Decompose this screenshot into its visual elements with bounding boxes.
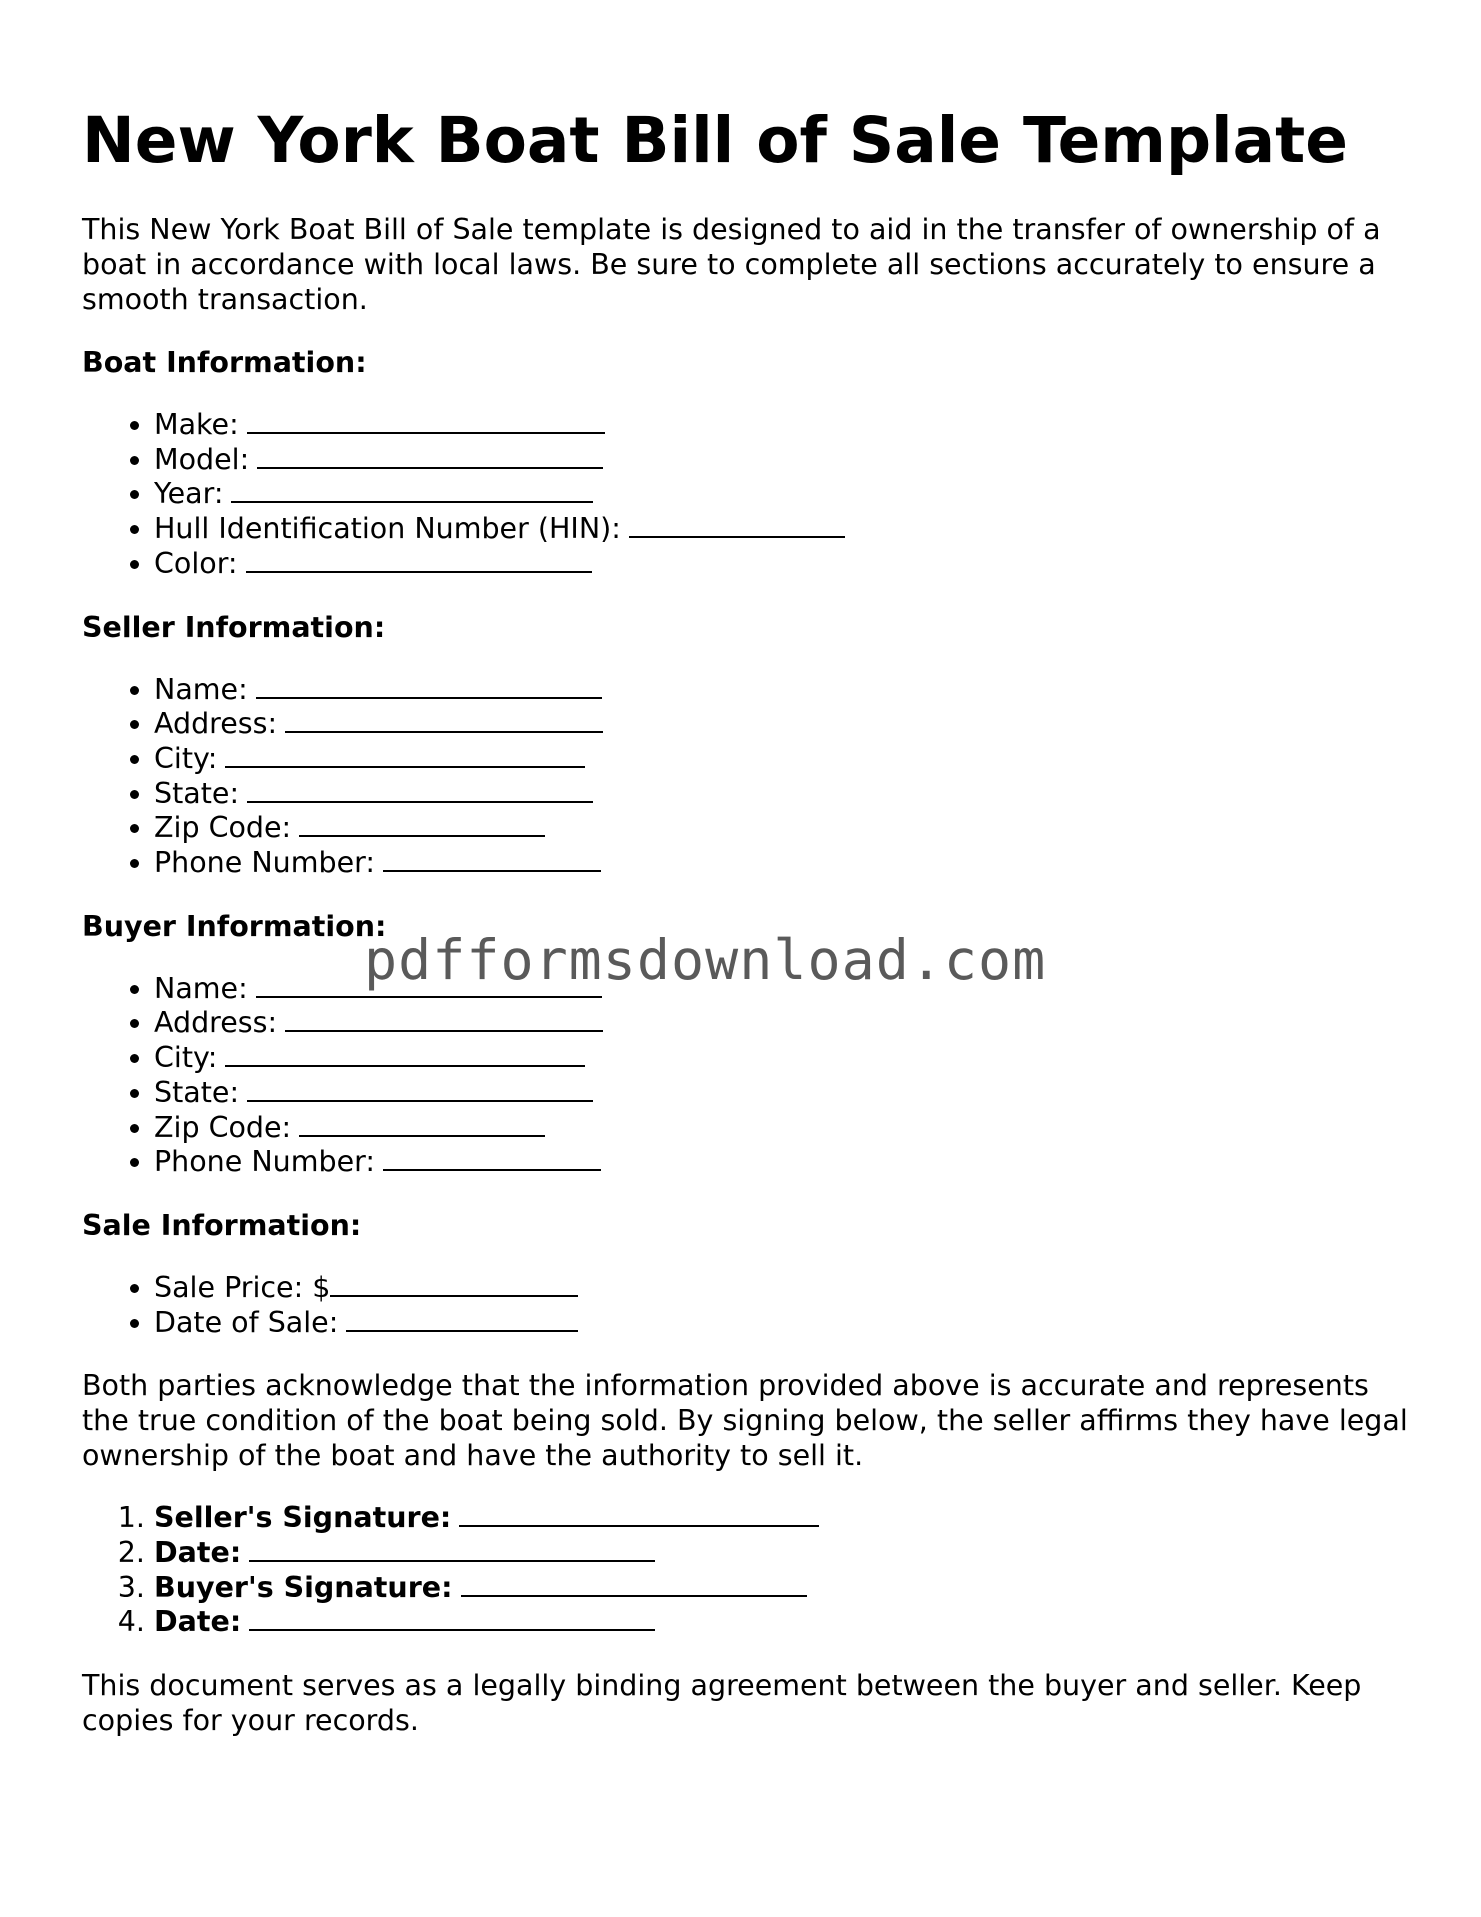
sale-date-label: Date of Sale:: [154, 1305, 339, 1339]
sale-price-field[interactable]: [330, 1271, 578, 1297]
list-item: [154, 1271, 1412, 1306]
seller-city-label: City:: [154, 741, 218, 775]
hin-label: Hull Identification Number (HIN):: [154, 512, 621, 546]
buyer-state-label: State:: [154, 1075, 240, 1109]
list-item: [154, 811, 1412, 846]
list-item: [154, 408, 1412, 443]
buyer-city-field[interactable]: [225, 1041, 585, 1067]
seller-name-label: Name:: [154, 672, 248, 706]
list-item: [154, 972, 1412, 1007]
seller-state-field[interactable]: [247, 777, 593, 803]
closing-paragraph: This document serves as a legally binding agreement between the buyer and seller. Keep copies for your records.: [82, 1669, 1362, 1738]
buyer-phone-field[interactable]: [383, 1145, 601, 1171]
make-field[interactable]: [247, 408, 605, 434]
model-label: Model:: [154, 442, 250, 476]
buyer-address-label: Address:: [154, 1006, 278, 1040]
buyer-signature-field[interactable]: [461, 1571, 807, 1597]
buyer-city-label: City:: [154, 1041, 218, 1075]
buyer-zip-field[interactable]: [299, 1111, 545, 1137]
list-item: [154, 1605, 1412, 1640]
page-title: New York Boat Bill of Sale Template: [82, 104, 1348, 177]
list-item: [154, 673, 1412, 708]
buyer-date-label: Date:: [154, 1605, 242, 1639]
sale-info-list: [82, 1271, 1412, 1340]
sale-date-field[interactable]: [346, 1306, 578, 1332]
seller-state-label: State:: [154, 776, 240, 810]
list-item: [154, 547, 1412, 582]
boat-info-heading: Boat Information:: [82, 346, 367, 379]
buyer-phone-label: Phone Number:: [154, 1145, 375, 1179]
list-item: [154, 512, 1412, 547]
buyer-info-list: [82, 972, 1412, 1180]
seller-info-list: [82, 673, 1412, 881]
seller-date-field[interactable]: [249, 1536, 655, 1562]
buyer-signature-label: Buyer's Signature:: [154, 1570, 453, 1604]
make-label: Make:: [154, 408, 239, 441]
buyer-name-label: Name:: [154, 971, 248, 1005]
year-label: Year:: [154, 477, 224, 511]
seller-phone-field[interactable]: [383, 846, 601, 872]
list-item: [154, 1501, 1412, 1536]
list-item: [154, 777, 1412, 812]
sale-price-label: Sale Price: $: [154, 1270, 331, 1304]
acknowledgment-paragraph: Both parties acknowledge that the information provided above is accurate and represents the true condition of the boat being sold. By signing below, the seller affirms they have legal ownership of the boat and have the authority to sell it.: [82, 1369, 1408, 1473]
signature-list: [82, 1501, 1412, 1640]
seller-address-field[interactable]: [285, 707, 603, 733]
list-item: [154, 1041, 1412, 1076]
seller-signature-field[interactable]: [459, 1501, 819, 1527]
buyer-zip-label: Zip Code:: [154, 1110, 292, 1144]
sale-info-heading: Sale Information:: [82, 1208, 362, 1242]
list-item: [154, 1111, 1412, 1146]
list-item: [154, 1306, 1412, 1341]
list-item: [154, 1571, 1412, 1606]
list-item: [154, 846, 1412, 881]
buyer-date-field[interactable]: [249, 1605, 655, 1631]
seller-address-label: Address:: [154, 707, 278, 741]
list-item: [154, 477, 1412, 512]
seller-name-field[interactable]: [256, 673, 602, 699]
list-item: [154, 443, 1412, 478]
buyer-info-heading: Buyer Information:: [82, 909, 387, 943]
seller-signature-label: Seller's Signature:: [154, 1501, 452, 1535]
model-field[interactable]: [257, 443, 603, 469]
watermark-text: pdfformsdownload.com: [364, 928, 1047, 992]
color-label: Color:: [154, 546, 238, 580]
document-body: [82, 212, 1412, 1738]
intro-paragraph: This New York Boat Bill of Sale template is designed to aid in the transfer of ownership of a boat in accordance with local laws. Be sure to complete all sections accurately to ensure a smooth transaction.: [82, 213, 1381, 316]
seller-zip-field[interactable]: [299, 811, 545, 837]
buyer-name-field[interactable]: [256, 972, 602, 998]
buyer-state-field[interactable]: [247, 1076, 593, 1102]
year-field[interactable]: [231, 477, 593, 503]
list-item: [154, 1006, 1412, 1041]
list-item: [154, 742, 1412, 777]
hin-field[interactable]: [629, 512, 845, 538]
boat-info-list: [82, 408, 1412, 582]
list-item: [154, 1145, 1412, 1180]
color-field[interactable]: [246, 547, 592, 573]
seller-phone-label: Phone Number:: [154, 846, 375, 880]
seller-info-heading: Seller Information:: [82, 610, 386, 644]
buyer-address-field[interactable]: [285, 1006, 603, 1032]
seller-zip-label: Zip Code:: [154, 811, 292, 845]
seller-date-label: Date:: [154, 1536, 242, 1570]
list-item: [154, 1076, 1412, 1111]
list-item: [154, 707, 1412, 742]
seller-city-field[interactable]: [225, 742, 585, 768]
list-item: [154, 1536, 1412, 1571]
